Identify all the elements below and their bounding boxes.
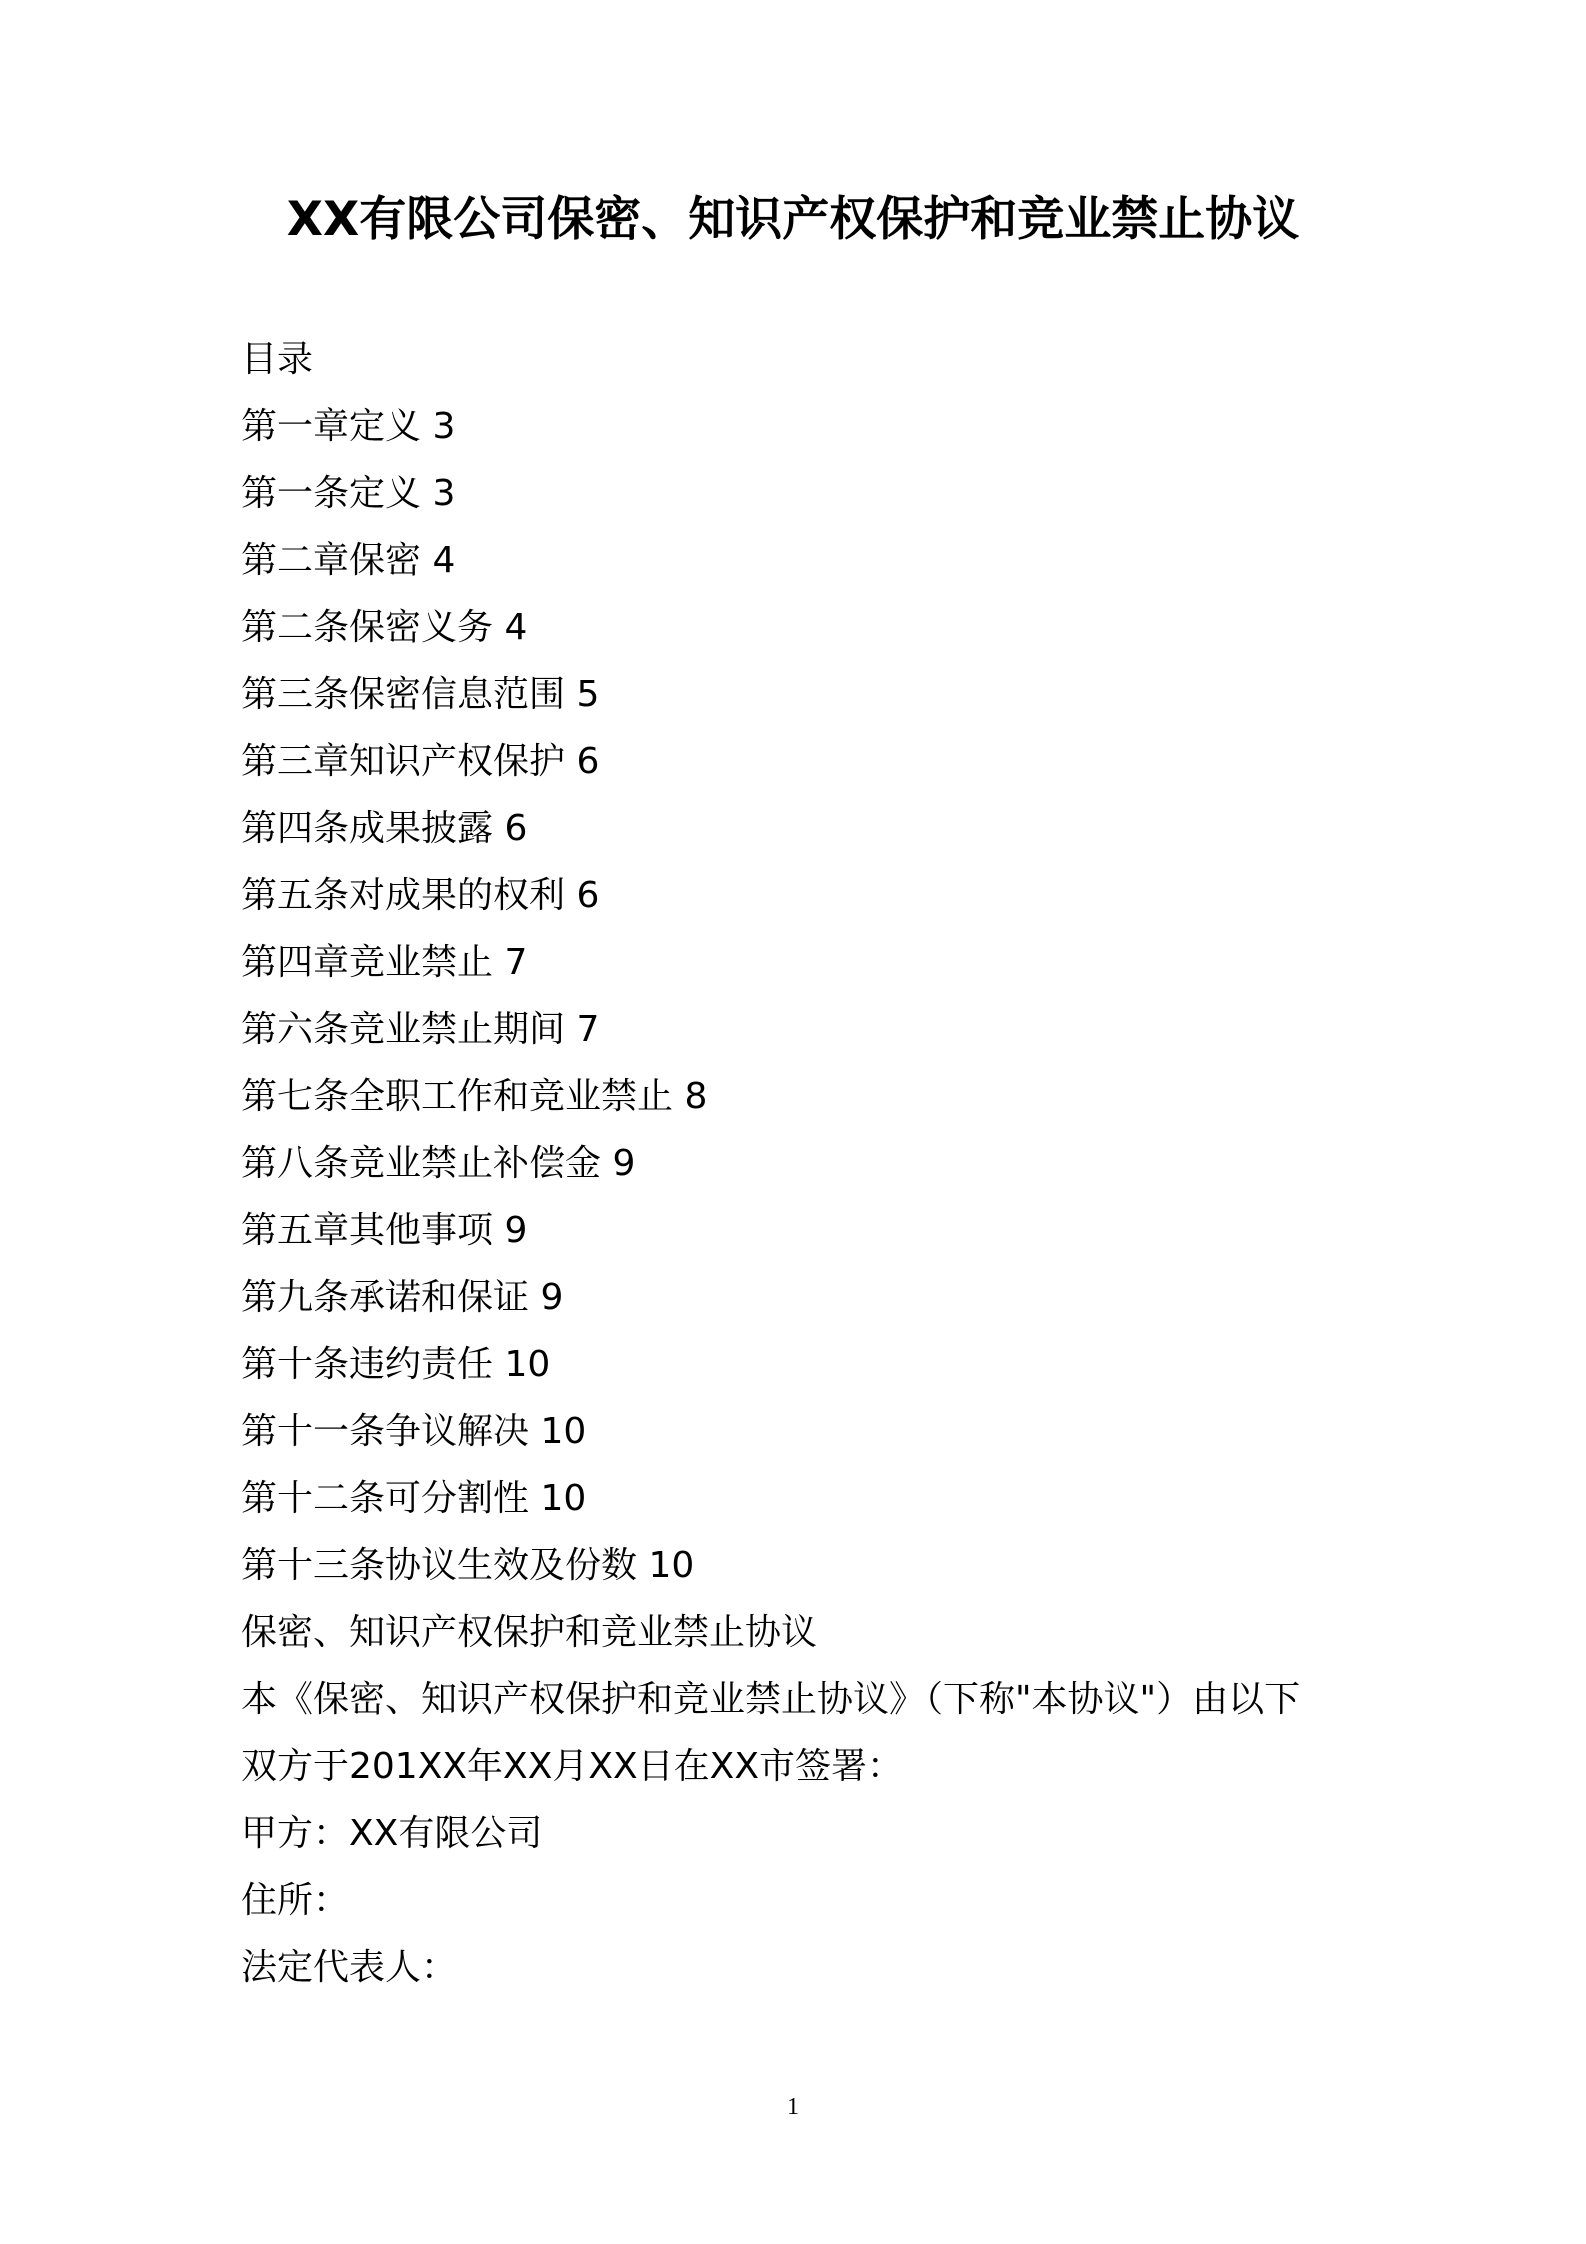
toc-entry[interactable]: 第十一条争议解决 10 xyxy=(241,1411,587,1452)
toc-entry[interactable]: 第十三条协议生效及份数 10 xyxy=(241,1545,695,1586)
toc-entry[interactable]: 第一章定义 3 xyxy=(241,406,456,447)
table-of-contents xyxy=(241,393,1391,1599)
page-number: 1 xyxy=(787,2094,799,2120)
toc-entry[interactable]: 第一条定义 3 xyxy=(241,473,456,514)
toc-entry[interactable]: 第二条保密义务 4 xyxy=(241,607,528,648)
agreement-heading: 保密、知识产权保护和竞业禁止协议 xyxy=(241,1612,818,1653)
legal-representative-line: 法定代表人： xyxy=(241,1947,458,1988)
toc-entry[interactable]: 第二章保密 4 xyxy=(241,540,456,581)
toc-entry[interactable]: 第八条竞业禁止补偿金 9 xyxy=(241,1143,636,1184)
toc-entry[interactable]: 第十条违约责任 10 xyxy=(241,1344,551,1385)
toc-entry[interactable]: 第四条成果披露 6 xyxy=(241,808,528,849)
document-body xyxy=(241,326,1391,2001)
toc-entry[interactable]: 第三章知识产权保护 6 xyxy=(241,741,600,782)
toc-entry[interactable]: 第五章其他事项 9 xyxy=(241,1210,528,1251)
toc-entry[interactable]: 第七条全职工作和竞业禁止 8 xyxy=(241,1076,708,1117)
toc-heading: 目录 xyxy=(241,339,314,380)
toc-entry[interactable]: 第四章竞业禁止 7 xyxy=(241,942,528,983)
intro-paragraph-line: 双方于201XX年XX月XX日在XX市签署： xyxy=(241,1746,904,1787)
toc-entry[interactable]: 第十二条可分割性 10 xyxy=(241,1478,587,1519)
toc-entry[interactable]: 第五条对成果的权利 6 xyxy=(241,875,600,916)
toc-entry[interactable]: 第三条保密信息范围 5 xyxy=(241,674,600,715)
party-a-line: 甲方：XX有限公司 xyxy=(241,1813,543,1854)
toc-entry[interactable]: 第九条承诺和保证 9 xyxy=(241,1277,564,1318)
document-title: XX有限公司保密、知识产权保护和竞业禁止协议 xyxy=(286,192,1300,247)
toc-entry[interactable]: 第六条竞业禁止期间 7 xyxy=(241,1009,600,1050)
address-line: 住所： xyxy=(241,1880,350,1921)
intro-paragraph-line: 本《保密、知识产权保护和竞业禁止协议》（下称"本协议"）由以下 xyxy=(241,1679,1301,1720)
